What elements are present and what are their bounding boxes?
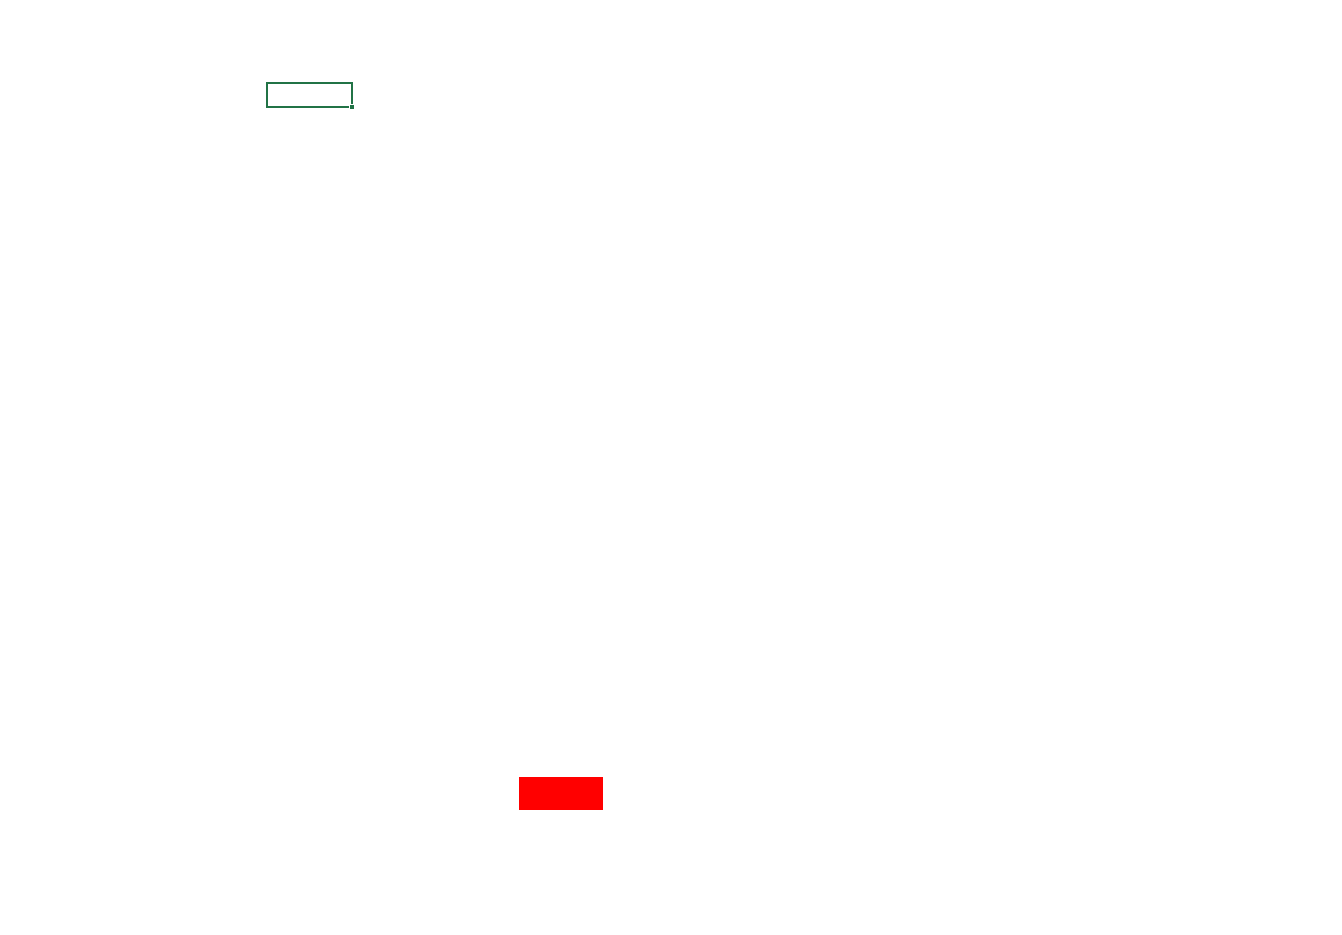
selection-handle[interactable] bbox=[349, 104, 355, 110]
legend-swatch-occupied bbox=[519, 777, 603, 810]
selected-cell[interactable] bbox=[266, 82, 353, 108]
registration-note bbox=[77, 658, 1196, 753]
